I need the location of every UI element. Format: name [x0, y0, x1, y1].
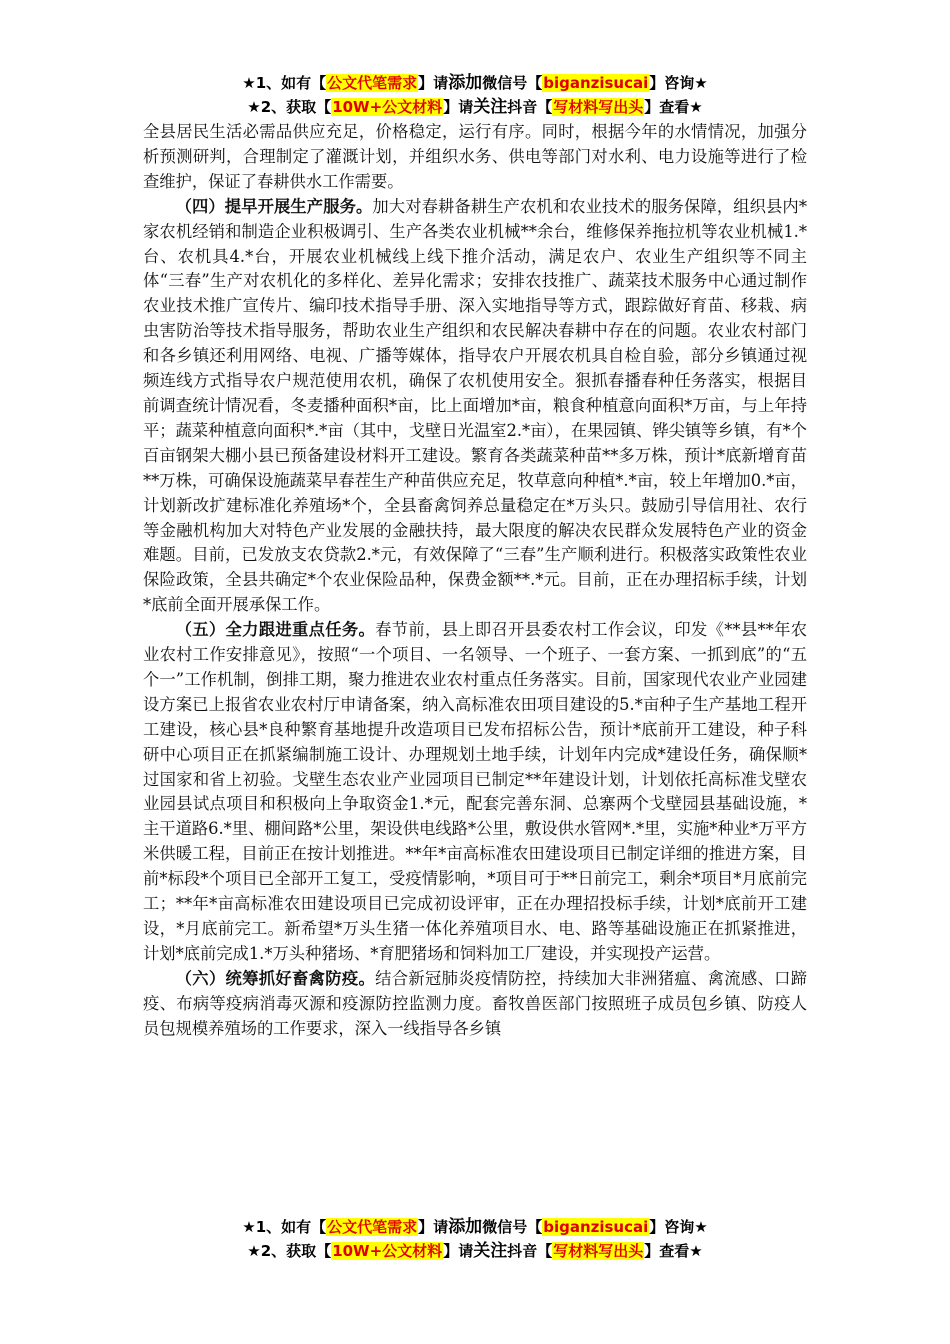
banner-text: 】请 — [443, 1242, 474, 1260]
banner-emphasis: 添加 — [448, 1217, 483, 1237]
banner-text: 】请 — [418, 74, 449, 92]
paragraph: 全县居民生活必需品供应充足，价格稳定，运行有序。同时，根据今年的水情情况，加强分析预测研判，合理制定了灌溉计划，并组织水务、供电等部门对水利、电力设施等进行了检查维护，保证了春耕供水工作需要。 — [143, 122, 807, 191]
banner-text: ★2、获取【 — [247, 1242, 332, 1260]
banner-text: ★1、如有【 — [242, 1218, 327, 1236]
footer-banner — [0, 1215, 950, 1263]
banner-text: 】请 — [418, 1218, 449, 1236]
paragraph-text: 加大对春耕备耕生产农机和农业技术的服务保障，组织县内*家农机经销和制造企业积极调引、生产各类农业机械**余台，维修保养拖拉机等农业机械1.*台、农机具4.*台，开展农业机械线上线下推介活动，满足农户、农业生产组织等不同主体“三春”生产对农机化的多样化、差异化需求；安排农技推广、蔬菜技术服务中心通过制作农业技术推广宣传片、编印技术指导手册、深入实地指导等方式，跟踪做好育苗、移栽、病虫害防治等技术指导服务，帮助农业生产组织和农民解决春耕中存在的问题。农业农村部门和各乡镇还利用网络、电视、广播等媒体，指导农户开展农机具自检自验，部分乡镇通过视频连线方式指导农户规范使用农机，确保了农机使用安全。狠抓春播春种任务落实，根据目前调查统计情况看，冬麦播种面积*亩，比上面增加*亩，粮食种植意向面积*万亩，与上年持平；蔬菜种植意向面积*.*亩（其中，戈壁日光温室2.*亩），在果园镇、铧尖镇等乡镇，有*个百亩钢架大棚小县已预备建设材料开工建设。繁育各类蔬菜种苗**多万株，预计*底新增育苗**万株，可确保设施蔬菜早春茬生产种苗供应充足，牧草意向种植*.*亩，较上年增加0.*亩，计划新改扩建标准化养殖场*个，全县畜禽饲养总量稳定在*万头只。鼓励引导信用社、农行等金融机构加大对特色产业发展的金融扶持，最大限度的解决农民群众发展特色产业的资金难题。目前，已发放支农贷款2.*元，有效保障了“三春”生产顺利进行。积极落实政策性农业保险政策，全县共确定*个农业保险品种，保费金额**.*元。目前，正在办理招标手续，计划*底前全面开展承保工作。 — [143, 196, 807, 615]
banner-text: 微信号【 — [482, 1218, 543, 1236]
banner-emphasis: 添加 — [448, 73, 483, 93]
banner-text: 】咨询★ — [649, 74, 708, 92]
banner-text: 】查看★ — [644, 1242, 703, 1260]
paragraph-text: 结合新冠肺炎疫情防控，持续加大非洲猪瘟、禽流感、口蹄疫、布病等疫病消毒灭源和疫源防控监测力度。畜牧兽医部门按照班子成员包乡镇、防疫人员包规模养殖场的工作要求，深入一线指导各乡镇 — [143, 968, 807, 1038]
banner-highlight: 10W+公文材料 — [332, 1242, 443, 1260]
banner-highlight: 公文代笔需求 — [327, 74, 418, 92]
paragraph — [143, 967, 807, 1042]
banner-text: ★2、获取【 — [247, 98, 332, 116]
banner-text: 】咨询★ — [649, 1218, 708, 1236]
section-heading: （五）全力跟进重点任务。 — [175, 620, 376, 640]
document-body — [143, 120, 807, 1042]
banner-highlight: 10W+公文材料 — [332, 98, 443, 116]
banner-wechat-id: biganzisucai — [543, 74, 649, 92]
banner-text: 】请 — [443, 98, 474, 116]
section-heading: （六）统筹抓好畜禽防疫。 — [175, 968, 376, 988]
banner-emphasis: 关注 — [473, 97, 508, 117]
section-heading: （四）提早开展生产服务。 — [175, 196, 373, 216]
banner-douyin-account: 写材料写出头 — [553, 1242, 644, 1260]
banner-text: 】查看★ — [644, 98, 703, 116]
banner-text: 抖音【 — [507, 1242, 553, 1260]
paragraph-text: 春节前，县上即召开县委农村工作会议，印发《**县**年农业农村工作安排意见》，按照“一个项目、一名领导、一个班子、一套方案、一抓到底”的“五个一”工作机制，倒排工期，聚力推进农业农村重点任务落实。目前，国家现代农业产业园建设方案已上报省农业农村厅申请备案，纳入高标准农田项目建设的5.*亩种子生产基地工程开工建设，核心县*良种繁育基地提升改造项目已发布招标公告，预计*底前开工建设，种子科研中心项目正在抓紧编制施工设计、办理规划土地手续，计划年内完成*建设任务，确保顺*过国家和省上初验。戈壁生态农业产业园项目已制定**年建设计划，计划依托高标准戈壁农业园县试点项目和积极向上争取资金1.*元，配套完善东洞、总寨两个戈壁园县基础设施，*主干道路6.*里、棚间路*公里，架设供电线路*公里，敷设供水管网*.*里，实施*种业*万平方米供暖工程，目前正在按计划推进。**年*亩高标准农田建设项目已制定详细的推进方案，目前*标段*个项目已全部开工复工，受疫情影响，*项目可于**日前完工，剩余*项目*月底前完工；**年*亩高标准农田建设项目已完成初设评审，正在办理招投标手续，计划*底前开工建设，*月底前完工。新希望*万头生猪一体化养殖项目水、电、路等基础设施正在抓紧推进，计划*底前完成1.*万头种猪场、*育肥猪场和饲料加工厂建设，并实现投产运营。 — [143, 620, 807, 963]
banner-douyin-account: 写材料写出头 — [553, 98, 644, 116]
header-banner — [0, 71, 950, 119]
banner-highlight: 公文代笔需求 — [327, 1218, 418, 1236]
paragraph — [143, 195, 807, 618]
banner-text: ★1、如有【 — [242, 74, 327, 92]
banner-wechat-id: biganzisucai — [543, 1218, 649, 1236]
banner-text: 抖音【 — [507, 98, 553, 116]
banner-text: 微信号【 — [482, 74, 543, 92]
banner-line-2 — [0, 1239, 950, 1263]
paragraph — [143, 618, 807, 967]
banner-line-1 — [0, 71, 950, 95]
banner-line-2 — [0, 95, 950, 119]
banner-emphasis: 关注 — [473, 1241, 508, 1261]
banner-line-1 — [0, 1215, 950, 1239]
